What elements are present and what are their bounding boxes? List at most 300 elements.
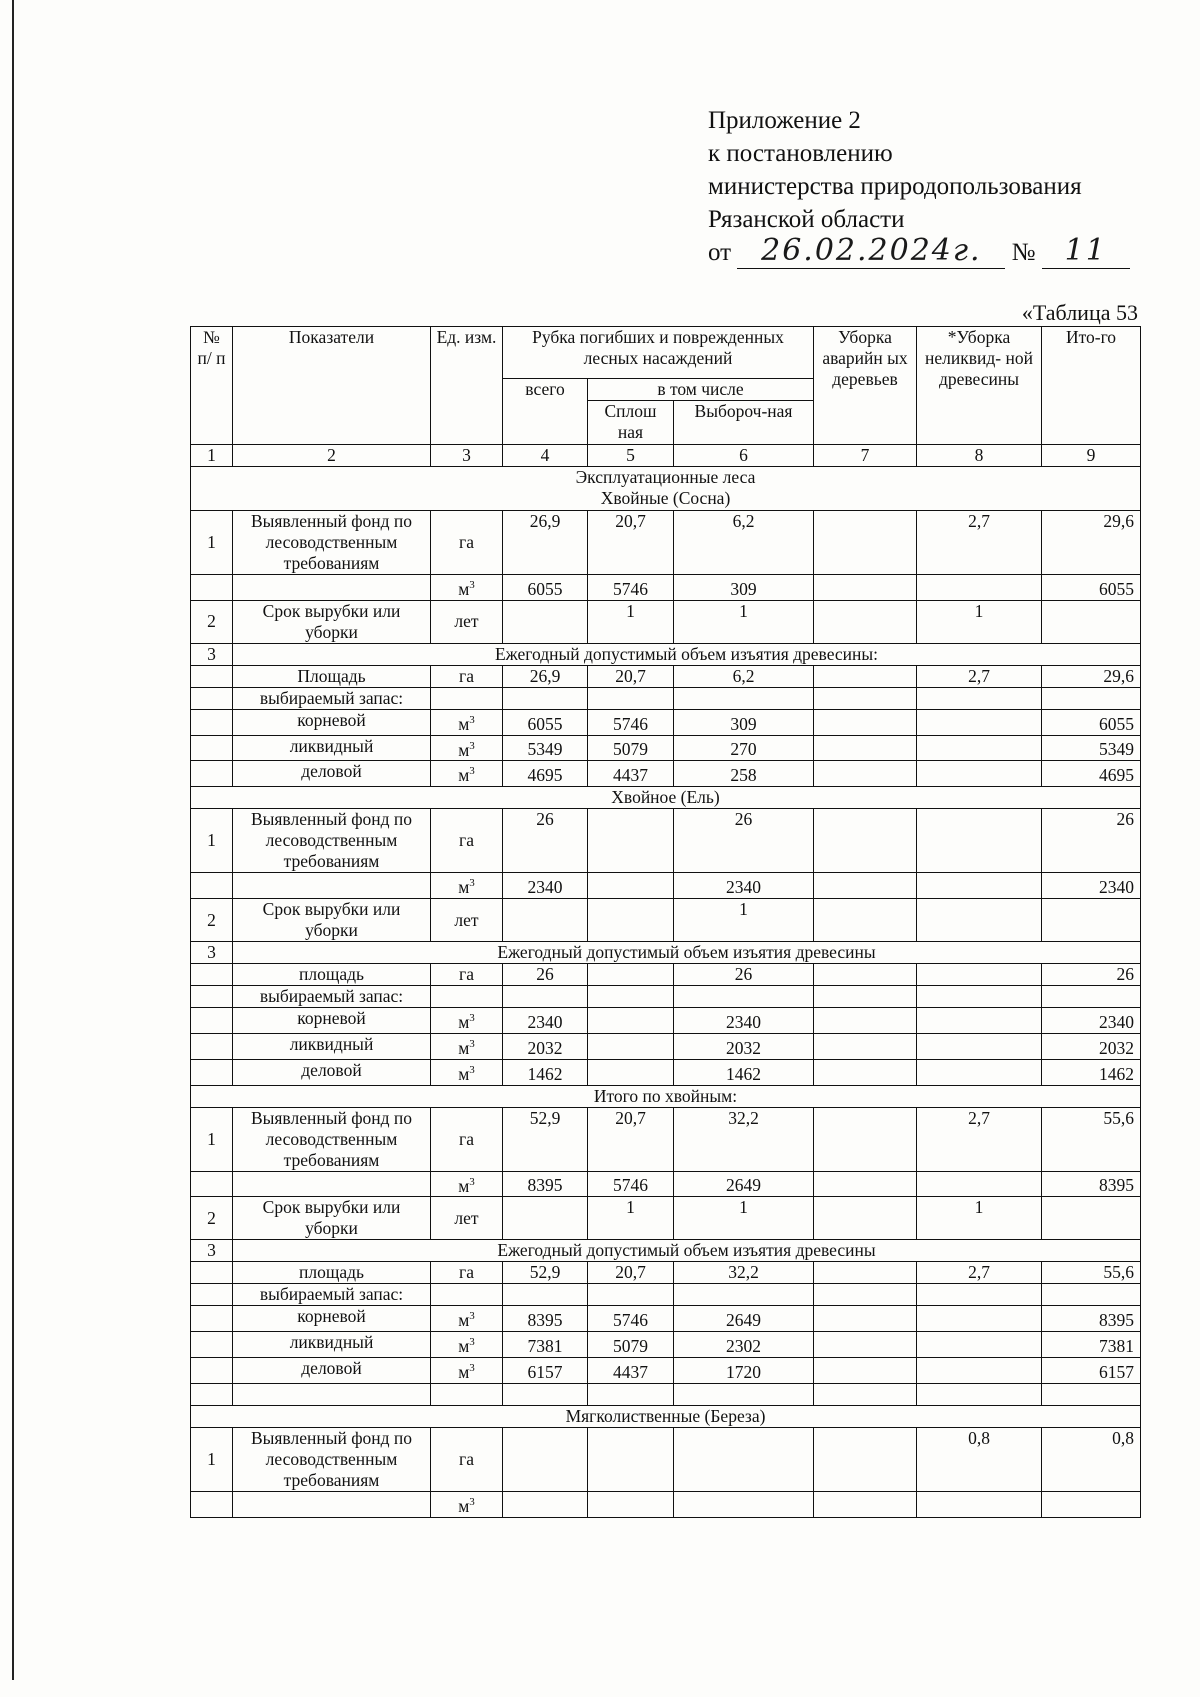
value-cell: 26,9 [503,511,588,575]
value-cell [814,1332,917,1358]
value-cell [814,1427,917,1491]
row-unit [431,709,503,735]
date-field [737,233,1005,269]
row-number: 1 [191,511,233,575]
row-number: 1 [191,1107,233,1171]
value-cell [814,809,917,873]
table-row [191,665,1141,687]
row-number [191,1332,233,1358]
row-number [191,1008,233,1034]
row-number [191,1358,233,1384]
row-unit [431,1306,503,1332]
section-title-block [191,467,1141,511]
value-cell: 5079 [588,1332,674,1358]
section-title: Эксплуатационные леса [575,467,756,487]
unit-m3-sup: 3 [469,877,475,890]
row-unit [431,964,503,986]
row-unit [431,1284,503,1306]
value-cell: 26,9 [503,665,588,687]
unit-m3-sup: 3 [469,1175,475,1188]
value-cell [1042,1197,1141,1240]
value-cell [814,964,917,986]
appendix-line4: Рязанской области [708,206,905,233]
table-row [191,1284,1141,1306]
value-cell [588,986,674,1008]
value-cell: 26 [674,964,814,986]
value-cell [814,1491,917,1517]
value-cell [814,709,917,735]
unit-ha: га [459,1262,474,1283]
value-cell [814,1107,917,1171]
unit-m3: м [458,578,470,599]
row-label: Выявленный фонд по лесоводственным требованиям [233,1107,431,1171]
value-cell [1042,600,1141,643]
unit-m3: м [458,765,470,786]
value-cell: 270 [674,735,814,761]
value-cell: 8395 [1042,1306,1141,1332]
unit-m3: м [458,1310,470,1331]
value-cell: 26 [503,964,588,986]
table-row [191,964,1141,986]
value-cell [814,1262,917,1284]
value-cell [588,1008,674,1034]
value-cell: 2649 [674,1171,814,1197]
table-row [191,1033,1141,1059]
row-unit [431,1491,503,1517]
value-cell: 1 [588,600,674,643]
unit-m3: м [458,739,470,760]
value-cell [814,600,917,643]
row-unit [431,1008,503,1034]
section-title: Мягколиственные (Береза) [191,1405,1141,1427]
unit-m3: м [458,1495,470,1516]
value-cell: 6157 [503,1358,588,1384]
value-cell: 2032 [503,1033,588,1059]
row-unit [431,873,503,899]
unit-m3: м [458,1037,470,1058]
row-unit [431,1171,503,1197]
table-row [191,1197,1141,1240]
section-row [191,787,1141,809]
value-cell [814,1358,917,1384]
value-cell [503,1383,588,1405]
value-cell [917,1332,1042,1358]
row-unit [431,1262,503,1284]
value-cell: 26 [503,809,588,873]
table-row [191,1240,1141,1262]
value-cell: 55,6 [1042,1262,1141,1284]
value-cell: 32,2 [674,1262,814,1284]
table-row [191,1332,1141,1358]
appendix-line3: министерства природопользования [708,173,1082,200]
value-cell: 6,2 [674,665,814,687]
value-cell: 4437 [588,1358,674,1384]
unit-m3: м [458,877,470,898]
unit-m3: м [458,1361,470,1382]
value-cell [814,735,917,761]
value-cell [814,687,917,709]
handwritten-date: 26.02.2024г. [761,233,982,268]
table-row [191,873,1141,899]
value-cell [917,986,1042,1008]
value-cell: 29,6 [1042,665,1141,687]
value-cell [917,1306,1042,1332]
value-cell: 6055 [503,575,588,601]
header-no: № п/ п [191,327,233,445]
row-unit [431,899,503,942]
value-cell [814,1171,917,1197]
value-cell: 1 [674,899,814,942]
table-row [191,1107,1141,1171]
row-label: корневой [233,1306,431,1332]
data-table [190,326,1141,1518]
row-unit [431,986,503,1008]
table-row [191,1171,1141,1197]
value-cell: 6,2 [674,511,814,575]
unit-ha: га [459,1448,474,1469]
row-number [191,665,233,687]
value-cell [588,964,674,986]
value-cell [503,986,588,1008]
header-clear: Сплош ная [588,401,674,445]
value-cell [674,986,814,1008]
value-cell [1042,899,1141,942]
value-cell: 2649 [674,1306,814,1332]
row-unit [431,511,503,575]
value-cell: 2302 [674,1332,814,1358]
value-cell [814,761,917,787]
value-cell [917,809,1042,873]
value-cell: 2340 [1042,873,1141,899]
row-label: деловой [233,1059,431,1085]
value-cell: 55,6 [1042,1107,1141,1171]
table-row [191,761,1141,787]
row-label-wide: Ежегодный допустимый объем изъятия древесины [233,1240,1141,1262]
row-unit [431,1197,503,1240]
value-cell: 20,7 [588,511,674,575]
value-cell: 5746 [588,575,674,601]
appendix-line2: к постановлению [708,140,893,167]
value-cell: 4695 [503,761,588,787]
row-label: корневой [233,709,431,735]
row-label: площадь [233,1262,431,1284]
unit-m3-sup: 3 [469,1336,475,1349]
value-cell: 20,7 [588,1107,674,1171]
table-row [191,511,1141,575]
value-cell [814,1033,917,1059]
section-row [191,467,1141,511]
value-cell [814,1284,917,1306]
row-label [233,873,431,899]
row-number: 1 [191,1427,233,1491]
table-row [191,809,1141,873]
row-unit [431,735,503,761]
table-row [191,1491,1141,1517]
table-row [191,1262,1141,1284]
row-label-wide: Ежегодный допустимый объем изъятия древесины [233,942,1141,964]
row-unit [431,761,503,787]
unit-m3-sup: 3 [469,1362,475,1375]
value-cell: 6055 [503,709,588,735]
header-unit: Ед. изм. [431,327,503,445]
value-cell [1042,1383,1141,1405]
unit-m3-sup: 3 [469,1012,475,1025]
row-label [233,1383,431,1405]
value-cell: 6055 [1042,709,1141,735]
header-emergency: Уборка аварийн ых деревьев [814,327,917,445]
row-number [191,1284,233,1306]
number-prefix: № [1011,239,1036,266]
header-total: всего [503,379,588,445]
scan-edge [12,0,14,1680]
table-row [191,1358,1141,1384]
row-label [233,575,431,601]
value-cell: 2340 [1042,1008,1141,1034]
value-cell: 5079 [588,735,674,761]
value-cell [814,986,917,1008]
value-cell [1042,1491,1141,1517]
table-row [191,709,1141,735]
value-cell: 2032 [1042,1033,1141,1059]
appendix-line1: Приложение 2 [708,107,861,134]
value-cell [588,1383,674,1405]
row-number [191,735,233,761]
value-cell: 2340 [674,1008,814,1034]
number-field [1042,233,1130,269]
row-label: Срок вырубки или уборки [233,899,431,942]
row-number [191,575,233,601]
handwritten-number: 11 [1064,233,1107,268]
value-cell [674,1427,814,1491]
value-cell [814,1008,917,1034]
row-unit [431,1033,503,1059]
col-num: 6 [674,445,814,467]
value-cell [917,1383,1042,1405]
col-num: 9 [1042,445,1141,467]
value-cell [588,1059,674,1085]
value-cell: 5746 [588,709,674,735]
value-cell: 5349 [1042,735,1141,761]
row-number [191,1033,233,1059]
row-number: 3 [191,942,233,964]
value-cell [917,1358,1042,1384]
value-cell: 26 [1042,964,1141,986]
value-cell: 2032 [674,1033,814,1059]
value-cell [917,1171,1042,1197]
value-cell [1042,1284,1141,1306]
value-cell [503,600,588,643]
table-row [191,600,1141,643]
row-label: деловой [233,761,431,787]
col-num: 1 [191,445,233,467]
value-cell [814,511,917,575]
unit-years: лет [454,1207,479,1228]
date-prefix: от [708,239,732,266]
section-title: Итого по хвойным: [191,1085,1141,1107]
table-row [191,687,1141,709]
header-selective: Выбороч-ная [674,401,814,445]
unit-m3-sup: 3 [469,739,475,752]
section-subtitle: Хвойные (Сосна) [600,488,731,508]
table-row [191,1059,1141,1085]
unit-m3-sup: 3 [469,1310,475,1323]
row-number: 2 [191,1197,233,1240]
row-label: площадь [233,964,431,986]
appendix-header [708,104,1130,269]
col-num: 3 [431,445,503,467]
row-label: ликвидный [233,1033,431,1059]
value-cell [814,1197,917,1240]
row-number [191,1383,233,1405]
row-label: Срок вырубки или уборки [233,600,431,643]
row-number [191,986,233,1008]
row-unit [431,600,503,643]
value-cell [814,665,917,687]
value-cell: 4695 [1042,761,1141,787]
value-cell: 1 [917,600,1042,643]
table-row [191,1008,1141,1034]
row-number [191,709,233,735]
col-num: 7 [814,445,917,467]
value-cell [1042,986,1141,1008]
value-cell [588,809,674,873]
value-cell [588,1284,674,1306]
unit-years: лет [454,611,479,632]
table-caption: «Таблица 53 [1021,300,1138,325]
header-including: в том числе [588,379,814,401]
table-row [191,735,1141,761]
value-cell [503,1284,588,1306]
unit-m3-sup: 3 [469,713,475,726]
row-number [191,1491,233,1517]
row-label: ликвидный [233,1332,431,1358]
value-cell [503,1491,588,1517]
value-cell: 5349 [503,735,588,761]
unit-m3-sup: 3 [469,579,475,591]
row-unit [431,575,503,601]
value-cell [814,1383,917,1405]
unit-m3: м [458,1175,470,1196]
table-row [191,986,1141,1008]
col-num: 5 [588,445,674,467]
value-cell: 6055 [1042,575,1141,601]
value-cell [1042,687,1141,709]
row-number [191,1059,233,1085]
row-label: корневой [233,1008,431,1034]
value-cell [674,1284,814,1306]
row-label: выбираемый запас: [233,1284,431,1306]
value-cell [917,575,1042,601]
row-label: Срок вырубки или уборки [233,1197,431,1240]
row-number: 3 [191,1240,233,1262]
value-cell: 1 [917,1197,1042,1240]
value-cell [917,735,1042,761]
value-cell [674,1383,814,1405]
value-cell: 5746 [588,1306,674,1332]
value-cell [588,1033,674,1059]
value-cell: 2340 [674,873,814,899]
unit-m3: м [458,713,470,734]
value-cell: 26 [1042,809,1141,873]
value-cell: 8395 [503,1171,588,1197]
unit-m3: м [458,1063,470,1084]
value-cell: 8395 [503,1306,588,1332]
value-cell [917,1284,1042,1306]
unit-ha: га [459,830,474,851]
row-label: ликвидный [233,735,431,761]
row-unit [431,1358,503,1384]
value-cell: 1720 [674,1358,814,1384]
value-cell [917,1491,1042,1517]
unit-m3: м [458,1336,470,1357]
row-label: выбираемый запас: [233,986,431,1008]
row-number [191,1171,233,1197]
col-num: 2 [233,445,431,467]
value-cell: 309 [674,709,814,735]
row-unit [431,1427,503,1491]
column-numbers-row [191,445,1141,467]
value-cell [917,1008,1042,1034]
row-unit [431,809,503,873]
value-cell: 5746 [588,1171,674,1197]
unit-ha: га [459,532,474,552]
row-number: 3 [191,643,233,665]
value-cell [588,1491,674,1517]
row-unit [431,1332,503,1358]
value-cell [917,709,1042,735]
value-cell: 1462 [503,1059,588,1085]
value-cell [814,575,917,601]
value-cell: 7381 [1042,1332,1141,1358]
value-cell [917,1033,1042,1059]
value-cell [917,687,1042,709]
value-cell: 2,7 [917,1262,1042,1284]
row-number [191,1306,233,1332]
row-label: выбираемый запас: [233,687,431,709]
table-row [191,575,1141,601]
value-cell [588,687,674,709]
value-cell: 0,8 [1042,1427,1141,1491]
value-cell [503,1197,588,1240]
value-cell [814,873,917,899]
row-label: деловой [233,1358,431,1384]
value-cell [814,899,917,942]
unit-m3-sup: 3 [469,1037,475,1050]
row-label [233,1171,431,1197]
value-cell [917,1059,1042,1085]
value-cell: 7381 [503,1332,588,1358]
value-cell [588,1427,674,1491]
row-label: Выявленный фонд по лесоводственным требованиям [233,809,431,873]
value-cell: 29,6 [1042,511,1141,575]
unit-m3-sup: 3 [469,1063,475,1076]
value-cell: 1462 [1042,1059,1141,1085]
row-label: Выявленный фонд по лесоводственным требованиям [233,511,431,575]
unit-m3-sup: 3 [469,765,475,778]
row-label: Площадь [233,665,431,687]
row-unit [431,1107,503,1171]
col-num: 4 [503,445,588,467]
value-cell [588,873,674,899]
value-cell: 309 [674,575,814,601]
value-cell: 20,7 [588,665,674,687]
appendix-date-line [708,233,1130,269]
section-row [191,1085,1141,1107]
table-row [191,1306,1141,1332]
value-cell [814,1059,917,1085]
value-cell: 1 [588,1197,674,1240]
value-cell: 1462 [674,1059,814,1085]
